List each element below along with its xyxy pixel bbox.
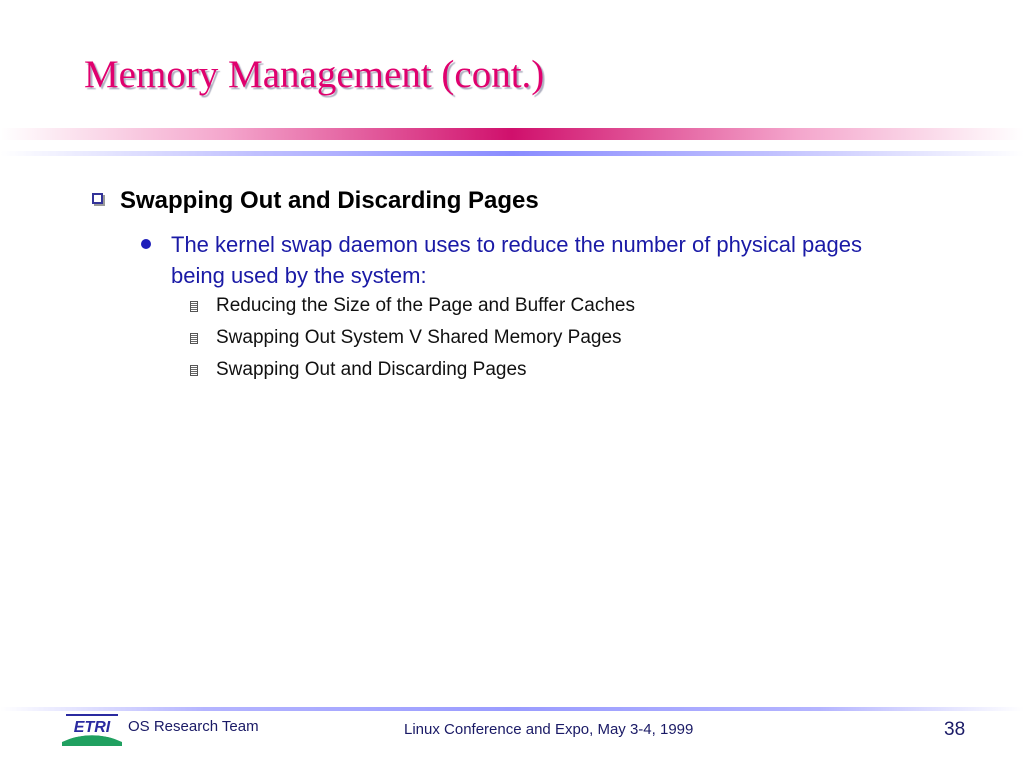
bullet-level2 (141, 229, 921, 291)
bullet-level3-text: Swapping Out System V Shared Memory Pages (216, 327, 622, 348)
checkbox-icon (92, 193, 103, 204)
footer-team: OS Research Team (128, 718, 259, 735)
document-icon (190, 333, 198, 344)
bullet-dot-icon (141, 239, 151, 249)
svg-text:ETRI: ETRI (73, 719, 111, 736)
footer-conference: Linux Conference and Expo, May 3-4, 1999 (404, 721, 694, 738)
title-divider-pink (0, 128, 1024, 140)
bullet-level1-text: Swapping Out and Discarding Pages (120, 187, 539, 214)
bullet-level3-text: Swapping Out and Discarding Pages (216, 359, 527, 380)
etri-logo (60, 712, 124, 746)
page-number: 38 (944, 719, 966, 740)
footer-divider (0, 707, 1024, 711)
bullet-level1 (92, 187, 539, 215)
bullet-level3-text: Reducing the Size of the Page and Buffer Caches (216, 295, 635, 316)
bullet-level3 (190, 295, 635, 317)
document-icon (190, 301, 198, 312)
bullet-level2-text: The kernel swap daemon uses to reduce the number of physical pages being used by the system: (171, 232, 862, 288)
bullet-level3 (190, 359, 527, 381)
document-icon (190, 365, 198, 376)
title-divider-blue (0, 151, 1024, 156)
slide-title: Memory Management (cont.) (84, 53, 545, 96)
bullet-level3 (190, 327, 622, 349)
